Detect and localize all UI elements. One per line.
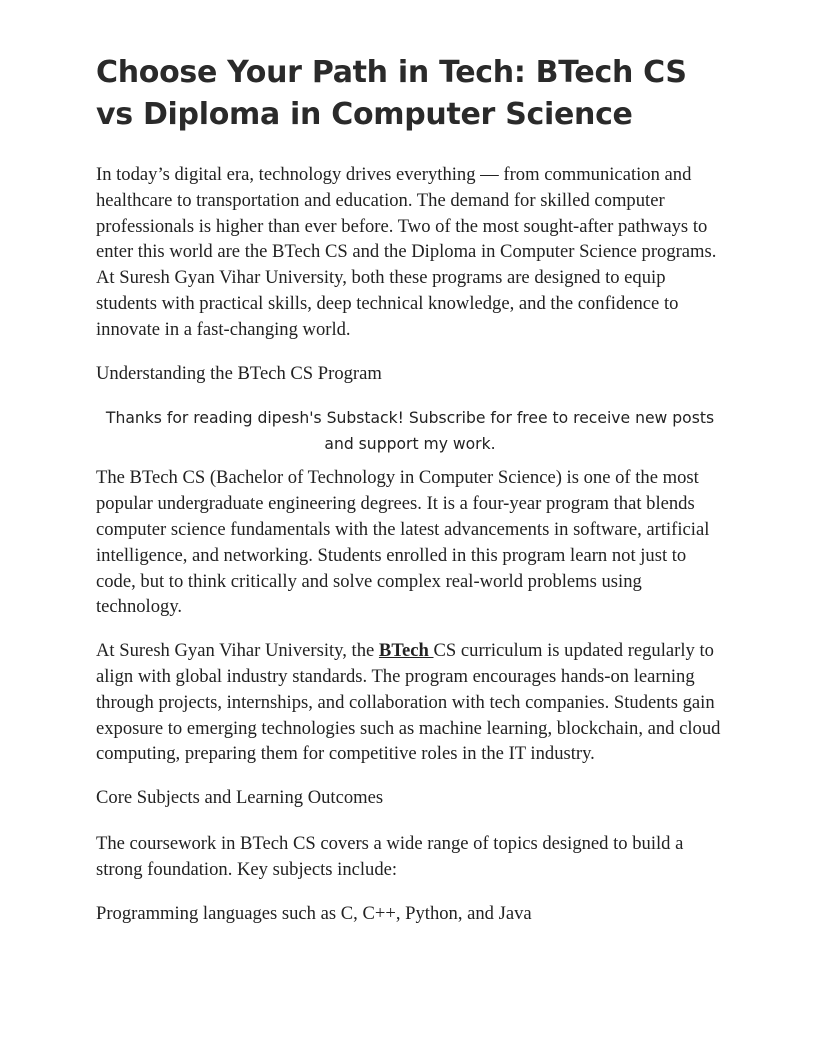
subject-item-programming: Programming languages such as C, C++, Python, and Java [96, 902, 532, 924]
btech-link[interactable]: BTech [378, 640, 434, 662]
curriculum-text-after: CS curriculum is updated regularly to align with global industry standards. The program encourages hands-on learning through projects, internships, and collaboration with tech companies. Students gain exposure to emerging technologies such as machine learning, blockchain, and cloud computing, preparing them for competitive roles in the IT industry. [96, 640, 721, 765]
btech-curriculum-paragraph [96, 638, 724, 767]
btech-overview-paragraph: The BTech CS (Bachelor of Technology in Computer Science) is one of the most popular undergraduate engineering degrees. It is a four-year program that blends computer science fundamentals with the latest advancements in software, artificial intelligence, and networking. Students enrolled in this program learn not just to code, but to think critically and solve complex real-world problems using technology. [96, 467, 710, 618]
article [96, 52, 724, 944]
subscribe-note: Thanks for reading dipesh's Substack! Subscribe for free to receive new posts and support my work. [105, 409, 715, 453]
section-heading-core-subjects: Core Subjects and Learning Outcomes [96, 787, 384, 809]
intro-paragraph: In today’s digital era, technology drives everything — from communication and healthcare to transportation and education. The demand for skilled computer professionals is higher than ever before. Two of the most sought-after pathways to enter this world are the BTech CS and the Diploma in Computer Science programs. At Suresh Gyan Vihar University, both these programs are designed to equip students with practical skills, deep technical knowledge, and the confidence to innovate in a fast-changing world. [96, 164, 717, 340]
section-heading-btech: Understanding the BTech CS Program [96, 362, 382, 384]
article-title: Choose Your Path in Tech: BTech CS vs Diploma in Computer Science [96, 55, 687, 132]
curriculum-text-before: At Suresh Gyan Vihar University, the [96, 640, 379, 662]
coursework-paragraph: The coursework in BTech CS covers a wide range of topics designed to build a strong foundation. Key subjects include: [96, 832, 684, 880]
